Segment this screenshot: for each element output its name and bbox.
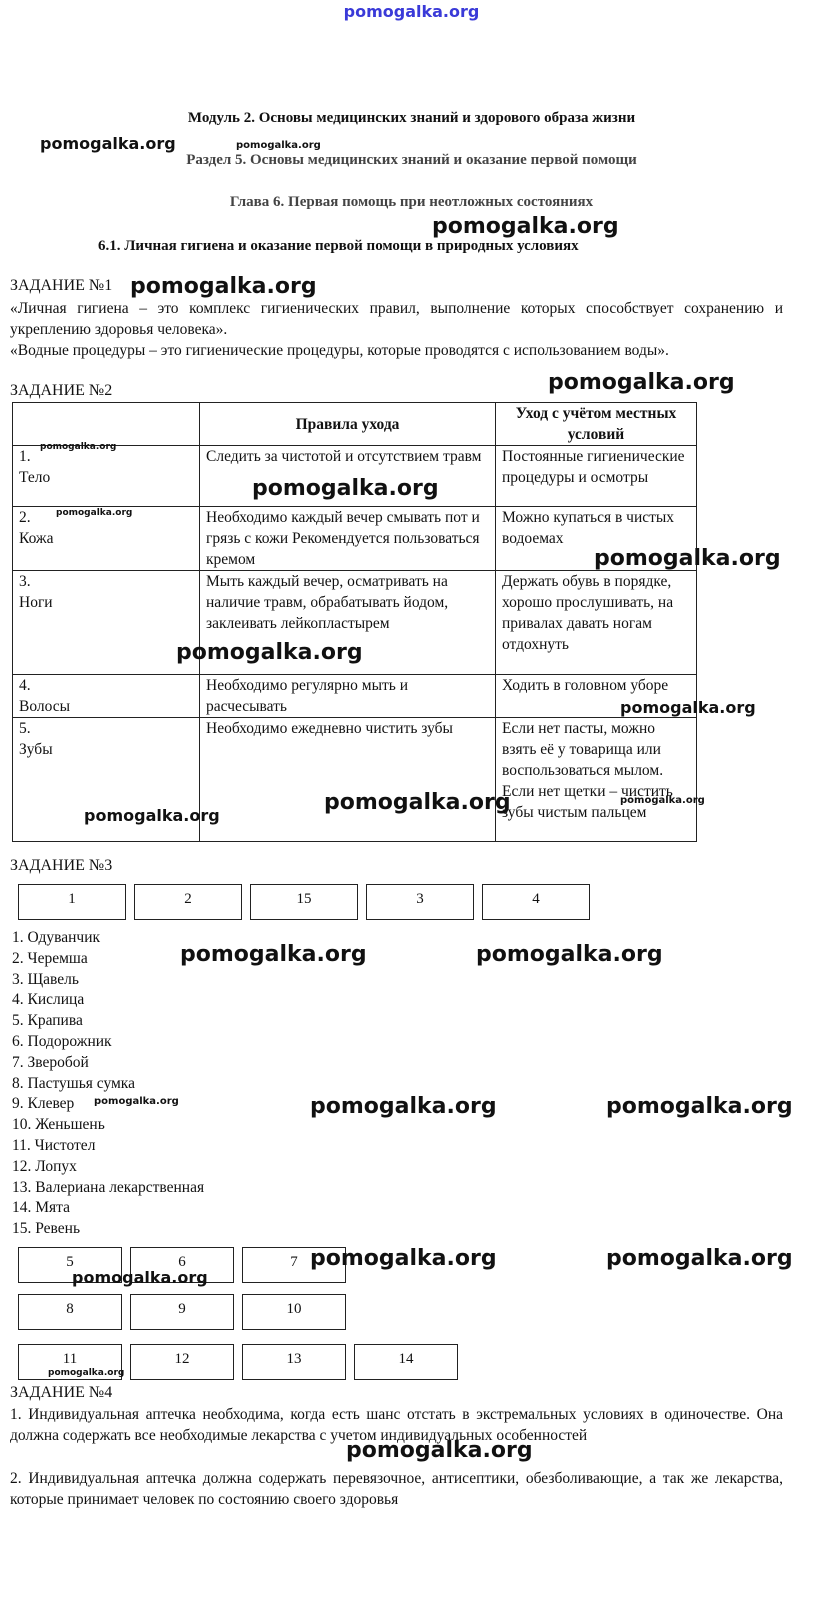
watermark: pomogalka.org bbox=[72, 1268, 208, 1287]
row-name: Ноги bbox=[19, 594, 53, 611]
watermark: pomogalka.org bbox=[310, 1094, 497, 1119]
watermark: pomogalka.org bbox=[180, 942, 367, 967]
plant-list bbox=[12, 928, 204, 1240]
answer-box: 3 bbox=[366, 884, 474, 920]
list-item: 1. Одуванчик bbox=[12, 929, 101, 946]
task4-title: ЗАДАНИЕ №4 bbox=[10, 1384, 113, 1401]
watermark: pomogalka.org bbox=[606, 1094, 793, 1119]
watermark: pomogalka.org bbox=[176, 640, 363, 665]
table-row bbox=[13, 675, 697, 718]
watermark: pomogalka.org bbox=[594, 546, 781, 571]
site-logo: pomogalka.org bbox=[343, 2, 480, 21]
row-local: Постоянные гигиенические процедуры и осмотры bbox=[496, 446, 697, 507]
watermark: pomogalka.org bbox=[432, 214, 619, 239]
row-rules: Мыть каждый вечер, осматривать на наличие травм, обрабатывать йодом, заклеивать лейкопластырем bbox=[200, 571, 496, 675]
list-item: 3. Щавель bbox=[12, 970, 79, 988]
row-local: Можно купаться в чистых водоемах bbox=[496, 507, 697, 571]
list-item: 13. Валериана лекарственная bbox=[12, 1178, 205, 1196]
watermark: pomogalka.org bbox=[56, 508, 133, 518]
list-item: 7. Зверобой bbox=[12, 1053, 89, 1071]
answer-box: 5 bbox=[18, 1247, 122, 1283]
list-item: 4. Кислица bbox=[12, 991, 85, 1009]
row-name: Волосы bbox=[19, 698, 71, 715]
watermark: pomogalka.org bbox=[48, 1368, 125, 1378]
care-table bbox=[12, 402, 697, 842]
answer-box: 7 bbox=[242, 1247, 346, 1283]
row-name: Кожа bbox=[19, 530, 54, 547]
answer-box: 15 bbox=[250, 884, 358, 920]
row-number: 2. bbox=[19, 509, 31, 526]
watermark: pomogalka.org bbox=[476, 942, 663, 967]
row-number: 1. bbox=[19, 448, 31, 465]
answer-box: 2 bbox=[134, 884, 242, 920]
watermark: pomogalka.org bbox=[84, 806, 220, 825]
task2-title: ЗАДАНИЕ №2 bbox=[10, 382, 113, 399]
list-item: 6. Подорожник bbox=[12, 1032, 112, 1050]
task1-title: ЗАДАНИЕ №1 bbox=[10, 277, 113, 294]
topic-heading: 6.1. Личная гигиена и оказание первой помощи в природных условиях bbox=[98, 238, 579, 254]
answer-box: 4 bbox=[482, 884, 590, 920]
task3-title: ЗАДАНИЕ №3 bbox=[10, 857, 113, 874]
watermark: pomogalka.org bbox=[40, 442, 117, 452]
list-item: 2. Черемша bbox=[12, 949, 88, 967]
answer-box: 8 bbox=[18, 1294, 122, 1330]
watermark: pomogalka.org bbox=[130, 274, 317, 299]
watermark: pomogalka.org bbox=[94, 1096, 179, 1107]
list-item: 9. Клевер bbox=[12, 1095, 75, 1113]
watermark: pomogalka.org bbox=[346, 1438, 533, 1463]
row-name: Зубы bbox=[19, 741, 53, 758]
watermark: pomogalka.org bbox=[310, 1246, 497, 1271]
row-number: 5. bbox=[19, 720, 31, 737]
row-rules: Необходимо каждый вечер смывать пот и грязь с кожи Рекомендуется пользоваться кремом bbox=[200, 507, 496, 571]
watermark: pomogalka.org bbox=[620, 795, 705, 806]
row-number: 4. bbox=[19, 677, 31, 694]
list-item: 8. Пастушья сумка bbox=[12, 1074, 135, 1092]
answer-box: 6 bbox=[130, 1247, 234, 1283]
task4-paragraph-1: 1. Индивидуальная аптечка необходима, когда есть шанс отстать в экстремальных условиях в одиночестве. Она должна содержать все необходимые лекарства с учетом индивидуальных особенностей bbox=[10, 1406, 783, 1444]
watermark: pomogalka.org bbox=[252, 476, 439, 501]
row-local: Ходить в головном уборе bbox=[496, 675, 697, 718]
answer-box: 13 bbox=[242, 1344, 346, 1380]
table-header-rules: Правила ухода bbox=[200, 403, 496, 446]
watermark: pomogalka.org bbox=[548, 370, 735, 395]
list-item: 5. Крапива bbox=[12, 1012, 83, 1030]
answer-box: 1 bbox=[18, 884, 126, 920]
chapter-heading: Глава 6. Первая помощь при неотложных состояниях bbox=[229, 194, 594, 210]
list-item: 14. Мята bbox=[12, 1199, 71, 1217]
list-item: 10. Женьшень bbox=[12, 1116, 105, 1134]
table-header-blank bbox=[13, 403, 200, 446]
answer-box: 11 bbox=[18, 1344, 122, 1380]
list-item: 12. Лопух bbox=[12, 1157, 77, 1175]
section-heading: Раздел 5. Основы медицинских знаний и оказание первой помощи bbox=[186, 152, 637, 168]
table-header-local: Уход с учётом местных условий bbox=[496, 403, 697, 446]
row-rules: Необходимо ежедневно чистить зубы bbox=[200, 718, 496, 842]
row-number: 3. bbox=[19, 573, 31, 590]
task4-paragraph-2: 2. Индивидуальная аптечка должна содержать перевязочное, антисептики, обезболивающие, а так же лекарства, которые принимает человек по состоянию своего здоровья bbox=[10, 1470, 783, 1508]
watermark: pomogalka.org bbox=[40, 134, 176, 153]
answer-box: 9 bbox=[130, 1294, 234, 1330]
answer-box: 12 bbox=[130, 1344, 234, 1380]
task1-paragraph-1: «Личная гигиена – это комплекс гигиенических правил, выполнение которых способствует сохранению и укреплению здоровья человека». bbox=[10, 300, 783, 338]
answer-box: 10 bbox=[242, 1294, 346, 1330]
answer-box: 14 bbox=[354, 1344, 458, 1380]
row-rules: Необходимо регулярно мыть и расчесывать bbox=[200, 675, 496, 718]
task1-paragraph-2: «Водные процедуры – это гигиенические процедуры, которые проводятся с использованием воды». bbox=[10, 342, 669, 359]
row-rules: Следить за чистотой и отсутствием травм bbox=[200, 446, 496, 507]
row-local: Держать обувь в порядке, хорошо прослушивать, на привалах давать ногам отдохнуть bbox=[496, 571, 697, 675]
module-heading: Модуль 2. Основы медицинских знаний и здорового образа жизни bbox=[187, 110, 636, 126]
watermark: pomogalka.org bbox=[620, 698, 756, 717]
row-name: Тело bbox=[19, 469, 51, 486]
row-local: Если нет пасты, можно взять её у товарища или воспользоваться мылом. Если нет щетки – чистить зубы чистым пальцем bbox=[496, 718, 697, 842]
list-item: 11. Чистотел bbox=[12, 1136, 96, 1154]
list-item: 15. Ревень bbox=[12, 1220, 81, 1238]
watermark: pomogalka.org bbox=[606, 1246, 793, 1271]
watermark: pomogalka.org bbox=[324, 790, 511, 815]
watermark: pomogalka.org bbox=[236, 140, 321, 151]
